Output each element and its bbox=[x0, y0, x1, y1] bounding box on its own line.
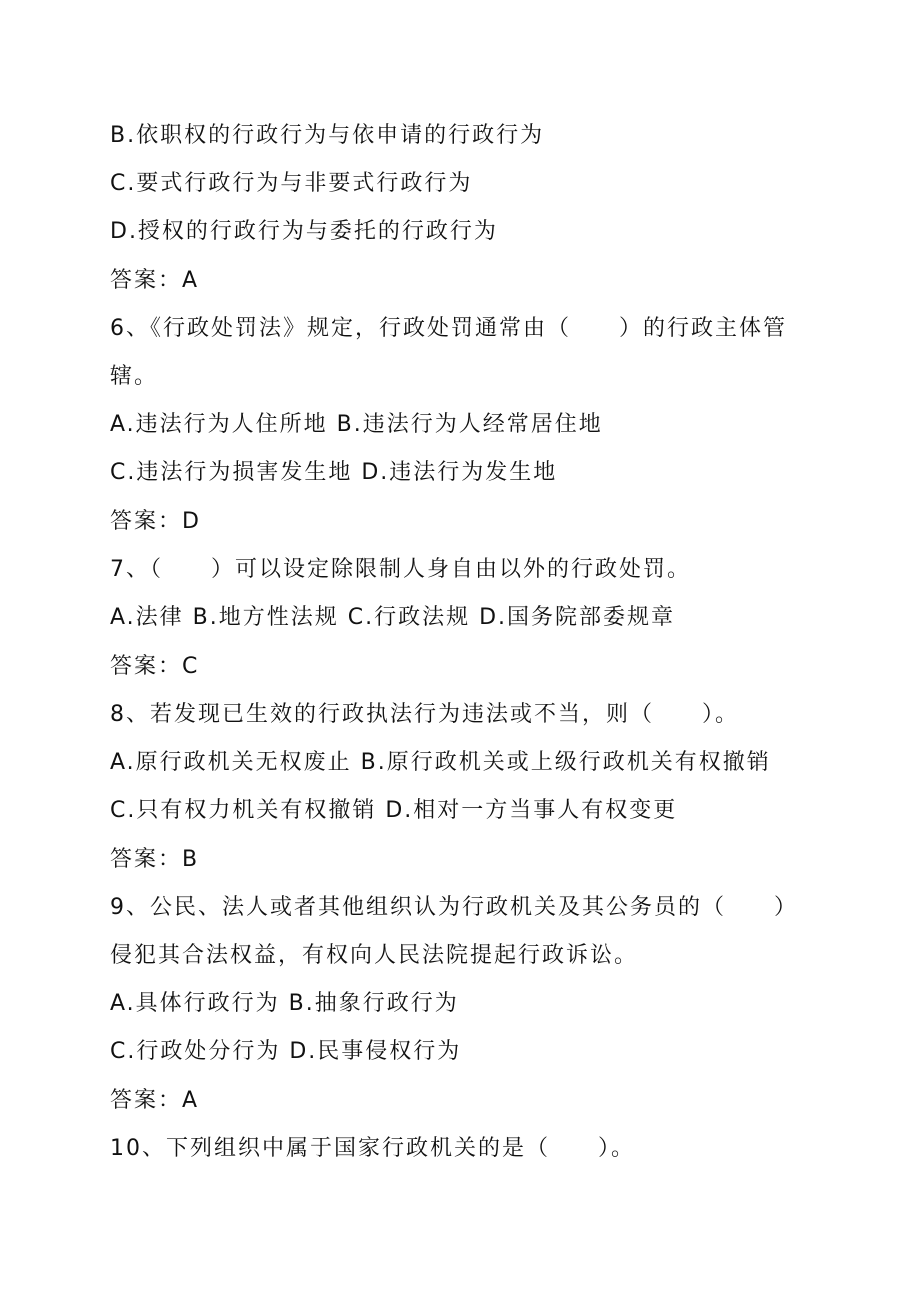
question-line: 7、（ ）可以设定除限制人身自由以外的行政处罚。 bbox=[110, 557, 691, 582]
option-line: C.要式行政行为与非要式行政行为 bbox=[110, 171, 473, 196]
answer-line: 答案：D bbox=[110, 509, 201, 534]
answer-line: 答案：A bbox=[110, 268, 200, 293]
question-line: 10、下列组织中属于国家行政机关的是（ ）。 bbox=[110, 1136, 635, 1161]
question-line: 侵犯其合法权益，有权向人民法院提起行政诉讼。 bbox=[110, 943, 639, 968]
option-line: C.违法行为损害发生地 D.违法行为发生地 bbox=[110, 460, 558, 485]
question-line: 辖。 bbox=[110, 364, 159, 389]
option-line: A.违法行为人住所地 B.违法行为人经常居住地 bbox=[110, 412, 603, 437]
option-line: C.只有权力机关有权撤销 D.相对一方当事人有权变更 bbox=[110, 798, 678, 823]
option-line: A.法律 B.地方性法规 C.行政法规 D.国务院部委规章 bbox=[110, 605, 676, 630]
option-line: B.依职权的行政行为与依申请的行政行为 bbox=[110, 123, 545, 148]
answer-line: 答案：A bbox=[110, 1088, 200, 1113]
question-line: 8、若发现已生效的行政执法行为违法或不当，则（ ）。 bbox=[110, 702, 739, 727]
answer-line: 答案：C bbox=[110, 654, 200, 679]
option-line: A.原行政机关无权废止 B.原行政机关或上级行政机关有权撤销 bbox=[110, 750, 771, 775]
question-line: 9、公民、法人或者其他组织认为行政机关及其公务员的（ ） bbox=[110, 895, 798, 920]
option-line: A.具体行政行为 B.抽象行政行为 bbox=[110, 991, 459, 1016]
option-line: C.行政处分行为 D.民事侵权行为 bbox=[110, 1039, 462, 1064]
option-line: D.授权的行政行为与委托的行政行为 bbox=[110, 219, 498, 244]
question-line: 6、《行政处罚法》规定，行政处罚通常由（ ）的行政主体管 bbox=[110, 316, 787, 341]
answer-line: 答案：B bbox=[110, 847, 200, 872]
